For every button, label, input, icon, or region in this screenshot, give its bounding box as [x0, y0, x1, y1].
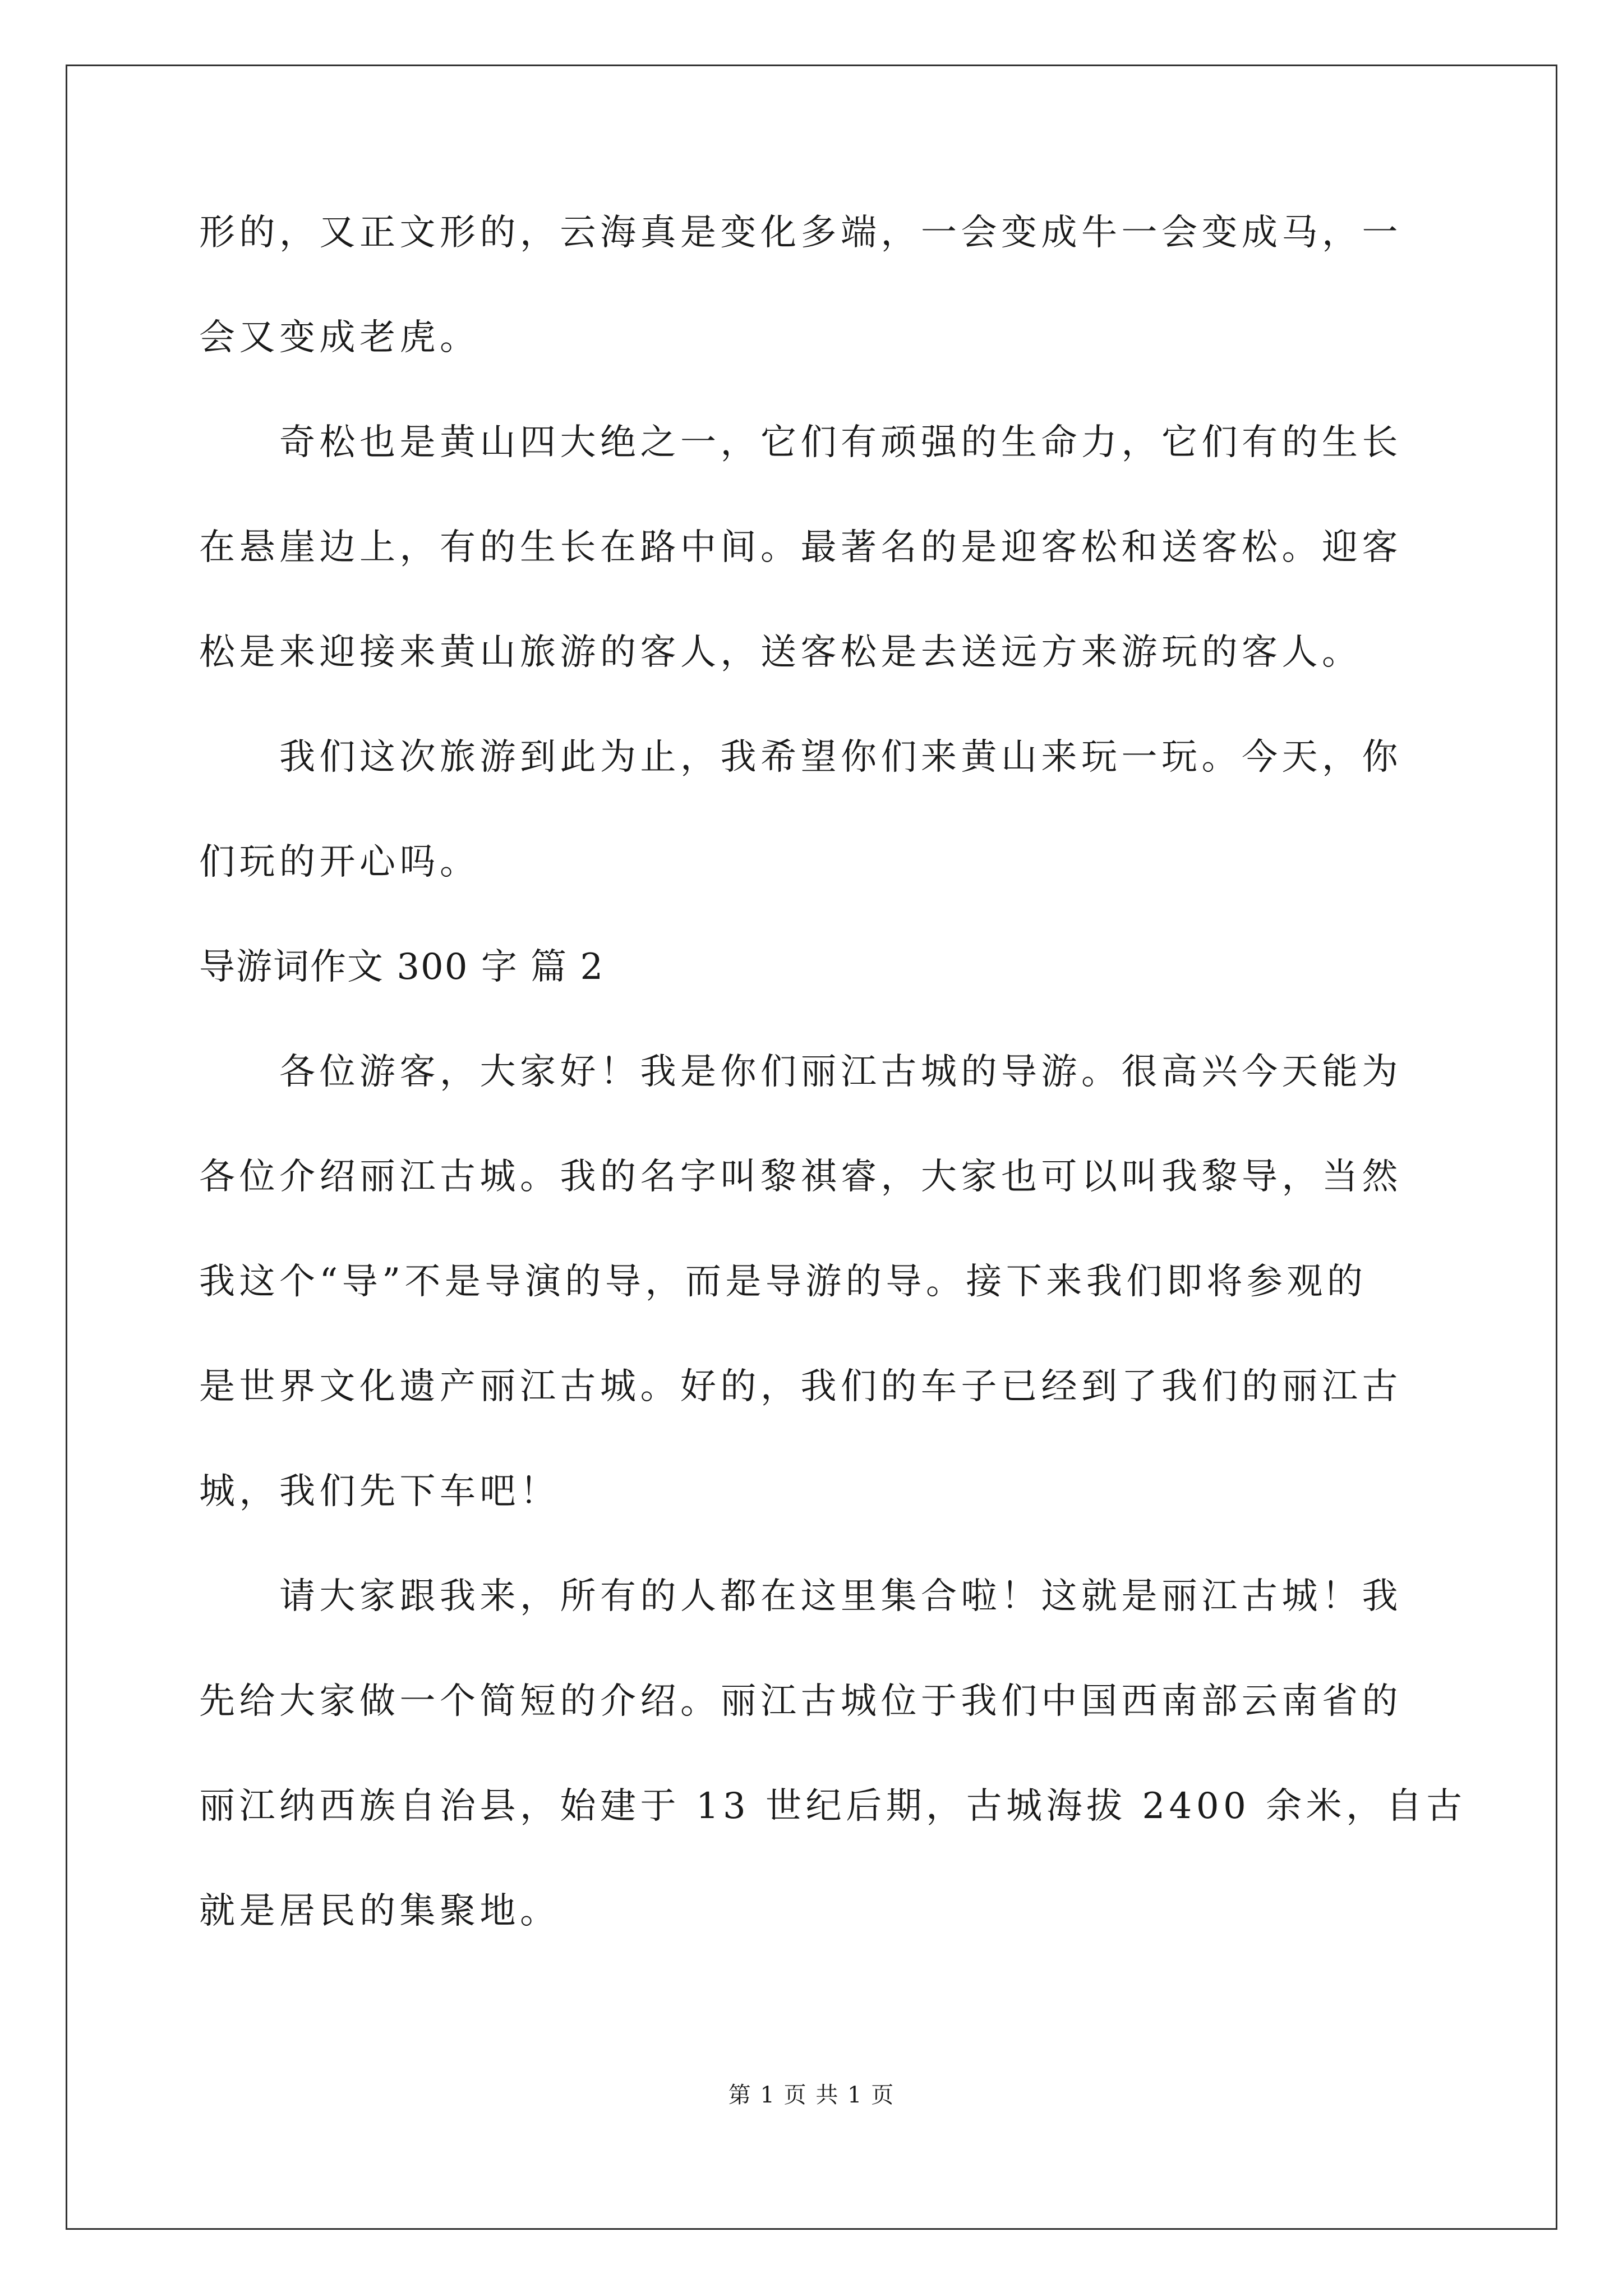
text-line: 形的，又正文形的，云海真是变化多端，一会变成牛一会变成马，一 [199, 212, 1402, 254]
section-heading: 导游词作文 300 字 篇 2 [199, 946, 605, 988]
text-line: 松是来迎接来黄山旅游的客人，送客松是去送远方来游玩的客人。 [199, 632, 1362, 673]
text-line: 先给大家做一个简短的介绍。丽江古城位于我们中国西南部云南省的 [199, 1681, 1402, 1722]
text-line: 会又变成老虎。 [199, 317, 480, 358]
text-line: 就是居民的集聚地。 [199, 1890, 560, 1932]
text-line: 们玩的开心吗。 [199, 841, 480, 883]
paragraph-start-line: 奇松也是黄山四大绝之一，它们有顽强的生命力，它们有的生长 [279, 422, 1402, 463]
text-line: 城，我们先下车吧！ [199, 1471, 560, 1512]
paragraph-start-line: 各位游客，大家好！我是你们丽江古城的导游。很高兴今天能为 [279, 1051, 1402, 1093]
document-body [199, 205, 1467, 1989]
text-line: 是世界文化遗产丽江古城。好的，我们的车子已经到了我们的丽江古 [199, 1366, 1402, 1407]
page-footer: 第 1 页 共 1 页 [728, 2082, 895, 2108]
text-line: 各位介绍丽江古城。我的名字叫黎祺睿，大家也可以叫我黎导，当然 [199, 1156, 1402, 1198]
text-line: 在悬崖边上，有的生长在路中间。最著名的是迎客松和送客松。迎客 [199, 527, 1402, 568]
paragraph-start-line: 请大家跟我来，所有的人都在这里集合啦！这就是丽江古城！我 [279, 1576, 1402, 1617]
text-line: 我这个“导”不是导演的导，而是导游的导。接下来我们即将参观的 [199, 1261, 1367, 1303]
paragraph-start-line: 我们这次旅游到此为止，我希望你们来黄山来玩一玩。今天，你 [279, 737, 1402, 778]
text-line: 丽江纳西族自治县，始建于 13 世纪后期，古城海拔 2400 余米，自古 [199, 1786, 1467, 1827]
